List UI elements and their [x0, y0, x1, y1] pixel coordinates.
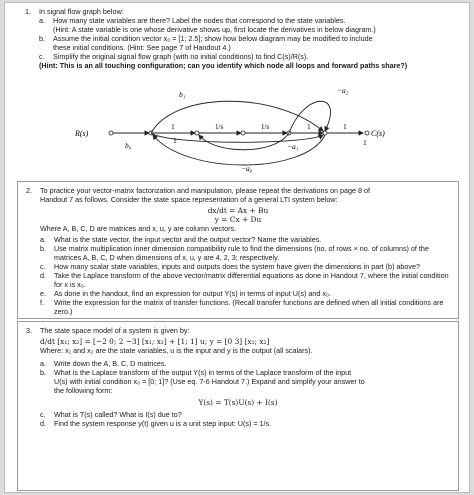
q1-part-b-text-cont: these initial conditions. (Hint: See page 7 of Handout 4.): [53, 43, 231, 52]
q1-part-a-label: a.: [39, 16, 45, 25]
node-2: [195, 131, 199, 135]
question-3-intro: The state space model of a system is given by:: [40, 326, 190, 335]
label-gain-1d: 1: [173, 136, 177, 145]
question-1-title: In signal flow graph below:: [39, 7, 124, 16]
label-gain-1c: 1: [343, 122, 347, 131]
label-gain-out: 1: [363, 138, 367, 147]
q2-part-a: [40, 235, 458, 244]
q3-part-c-text: What is T(s) called? What is I(s) due to?: [54, 410, 182, 419]
q1-part-a-text: How many state variables are there? Label the nodes that correspond to the state variables.: [53, 16, 346, 25]
q1-part-b-label: b.: [39, 34, 45, 43]
label-output: C(s): [371, 129, 385, 138]
question-2-intro-cont: Handout 7 as follows. Consider the state space representation of a general LTI system below:: [40, 195, 338, 204]
q3-part-d-text: Find the system response y(t) given u is a unit step input: U(s) = 1/s.: [54, 419, 272, 428]
q2-part-text: As done in the handout, find an expression for output Y(s) in terms of input U(s) and x₀.: [54, 289, 331, 298]
label-gain-1b: 1: [307, 122, 311, 131]
q3-part-b: [40, 368, 458, 377]
q2-part-text: Write the expression for the matrix of transfer functions. (Recall transfer functions are defined when all initial conditions are zero.): [54, 298, 444, 316]
q2-part-d: [40, 271, 458, 289]
q2-part-label: b.: [40, 244, 46, 253]
question-2-where: Where A, B, C, D are matrices and x, u, y are column vectors.: [40, 224, 237, 233]
q1-part-c: [39, 52, 457, 61]
q3-part-c: [40, 410, 458, 419]
label-b1: b₁: [179, 90, 186, 99]
q2-part-b: [40, 244, 458, 262]
label-integrator-1: 1/s: [215, 123, 224, 131]
q1-part-a: [39, 16, 457, 25]
node-output: [365, 131, 369, 135]
label-b0: b₀: [125, 141, 132, 150]
question-1: [17, 7, 457, 70]
q2-part-text: How many scalar state variables, inputs and outputs does the system have given the dimensions in part (b) above?: [54, 262, 420, 271]
q2-part-text: Use matrix multiplication inner dimension compatibility rule to find the dimensions (no. of rows × no. of columns) of the matrices A, B, C, D when dimensions of x, u, y are 4, 2, 3; respectively.: [54, 244, 429, 262]
q3-part-a-text: Write down the A, B, C, D matrices.: [54, 359, 167, 368]
q1-part-c-label: c.: [39, 52, 45, 61]
q3-part-b-label: b.: [40, 368, 46, 377]
q2-part-e: [40, 289, 458, 298]
question-3-where: Where: x₁ and x₂ are the state variables, u is the input and y is the output (all scalars).: [40, 346, 313, 355]
q3-part-a-label: a.: [40, 359, 46, 368]
q1-part-b-text: Assume the initial condition vector x₀ = [1; 2.5]; show how below diagram may be modified to include: [53, 34, 373, 43]
question-2-items: [18, 235, 458, 316]
q2-part-label: e.: [40, 289, 46, 298]
state-space-model: d/dt [x₁; x₂] = [−2 0; 2 −3] [x₁; x₂] + [1; 1] u; y = [0 3] [x₁; x₂]: [40, 337, 270, 346]
branch-b0: [151, 133, 323, 142]
q2-part-text: What is the state vector, the input vector and the output vector? Name the variables.: [54, 235, 322, 244]
q3-part-b-text-cont: U(s) with initial condition x₀ = [0; 1]? (Use eq. 7-6 Handout 7.) Expand and simplify your answer to: [54, 377, 365, 386]
q2-part-c: [40, 262, 458, 271]
question-3-number: 3.: [26, 326, 32, 335]
label-input: R(s): [75, 129, 89, 138]
q1-part-b: [39, 34, 457, 43]
node-3: [241, 131, 245, 135]
node-input: [109, 131, 113, 135]
q2-part-label: f.: [40, 298, 44, 307]
q3-part-b-text: What is the Laplace transform of the output Y(s) in terms of the Laplace transform of the input: [54, 368, 352, 377]
label-a2: −a₂: [337, 86, 349, 95]
document-page: [4, 2, 470, 493]
q3-part-d-label: d.: [40, 419, 46, 428]
q2-part-label: a.: [40, 235, 46, 244]
q1-part-a-hint: (Hint: A state variable is one whose derivative shows up, first locate the derivatives in below diagram.): [53, 25, 376, 34]
output-equation: y = Cx + Du: [214, 215, 262, 224]
question-2: [17, 181, 459, 319]
label-integrator-2: 1/s: [261, 123, 270, 131]
q2-part-label: c.: [40, 262, 46, 271]
q2-part-text: Take the Laplace transform of the above vector/matrix differential equations as done in Handout 7, where the initial condition for x is x₀.: [54, 271, 449, 289]
question-1-number: 1.: [25, 7, 31, 16]
node-5: [323, 131, 327, 135]
label-gain-1: 1: [171, 122, 175, 131]
q1-part-c-text: Simplify the original signal flow graph (with no initial conditions) to find C(s)/R(s).: [53, 52, 309, 61]
q3-part-d: [40, 419, 458, 428]
q3-part-b-text-cont2: the following form:: [54, 386, 113, 395]
q1-part-c-hint: (Hint: This is an all touching configuration; can you identify which node all loops and forward paths share?): [39, 61, 408, 70]
question-3: [17, 321, 459, 491]
state-equation: dx/dt = Ax + Bu: [207, 206, 269, 215]
question-2-intro: To practice your vector-matrix factorization and manipulation, please repeat the derivations on page 8 of: [40, 186, 371, 195]
q3-part-c-label: c.: [40, 410, 46, 419]
label-a1: −a₁: [287, 142, 299, 151]
question-2-number: 2.: [26, 186, 32, 195]
q3-part-a: [40, 359, 458, 368]
q2-part-f: [40, 298, 458, 316]
label-a0: −a₀: [241, 164, 253, 173]
response-equation: Y(s) = T(s)U(s) + I(s): [198, 398, 278, 407]
signal-flow-graph: [75, 83, 405, 178]
q2-part-label: d.: [40, 271, 46, 280]
